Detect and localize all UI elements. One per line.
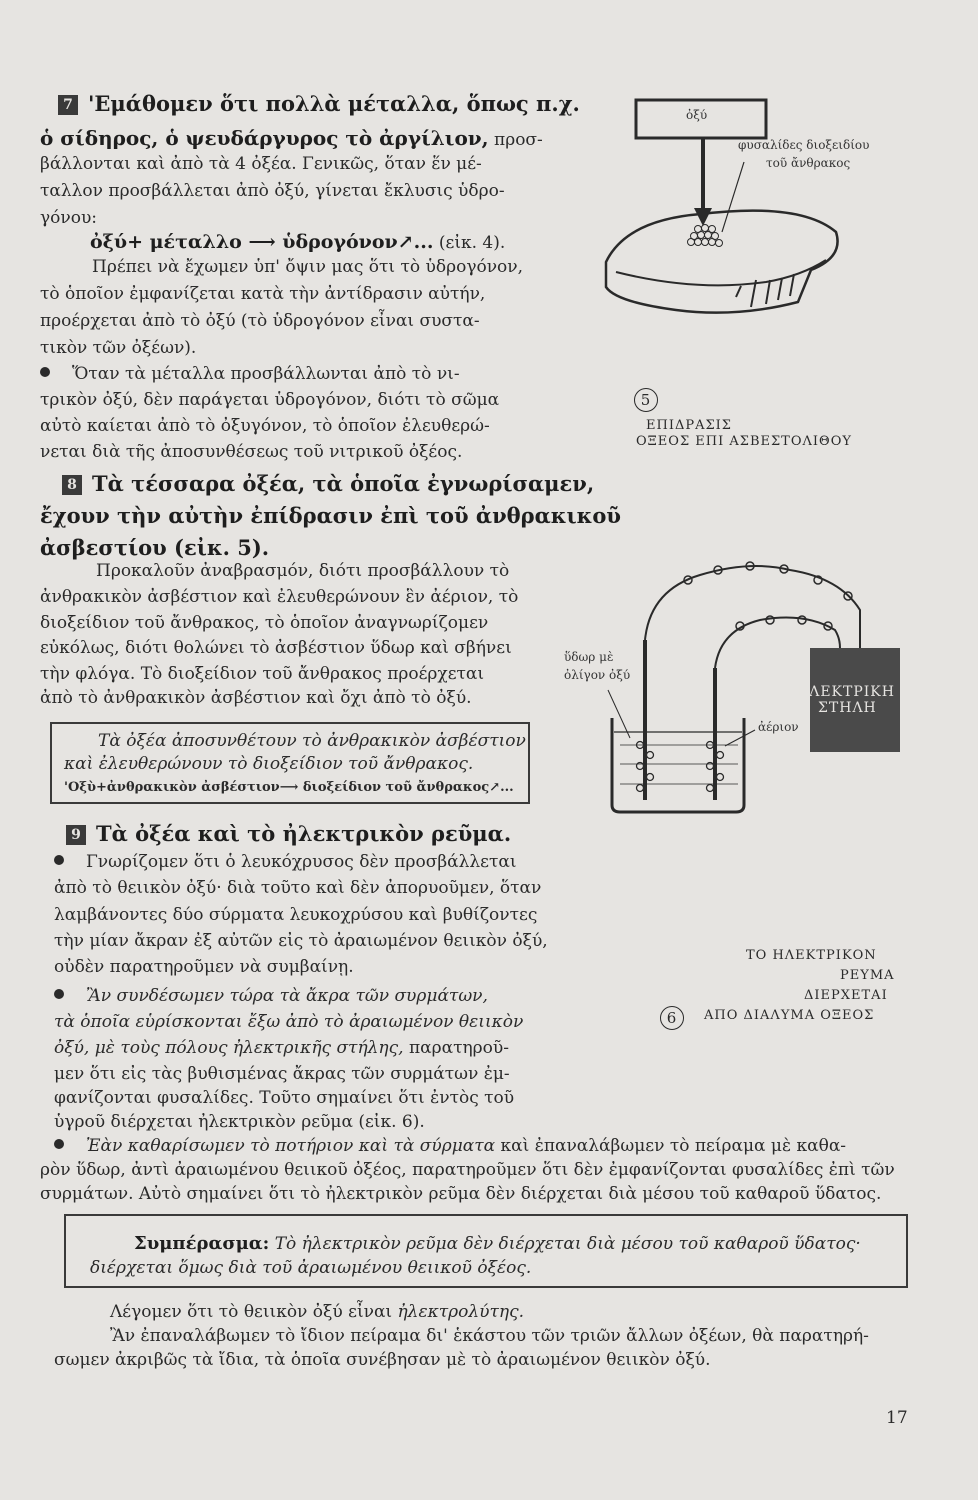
battery-label: ΗΛΕΚΤΡΙΚΗ: [796, 684, 895, 700]
page-number: 17: [886, 1408, 908, 1428]
figure-6-caption: ΡΕΥΜΑ: [840, 968, 895, 983]
section-8-heading-line: ἔχουν τὴν αὐτὴν ἐπίδρασιν ἐπὶ τοῦ ἀνθρακικοῦ: [40, 503, 621, 528]
section-number-7: 7: [58, 95, 78, 115]
section-8-heading: 8 Τὰ τέσσαρα ὀξέα, τὰ ὁποῖα ἐγνωρίσαμεν,: [62, 472, 594, 496]
figure-6-number: 6: [660, 1006, 684, 1030]
section-9-line: μεν ὅτι εἰς τὰς βυθισμένας ἄκρας τῶν συρμάτων ἐμ-: [54, 1064, 510, 1084]
section-8-heading-line: ἀσβεστίου (εἰκ. 5).: [40, 535, 270, 560]
section-7-bullet: Ὅταν τὰ μέταλλα προσβάλλωνται ἀπὸ τὸ νι-: [40, 364, 460, 384]
section-7-heading: 7 'Εμάθομεν ὅτι πολλὰ μέταλλα, ὅπως π.χ.: [58, 92, 580, 116]
section-9-line: ρὸν ὕδωρ, ἀντὶ ἀραιωμένου θειικοῦ ὀξέος, παρατηροῦμεν ὅτι δὲν ἐμφανίζονται φυσαλίδες ἐπὶ τῶν: [40, 1160, 895, 1180]
section-9-line: λαμβάνοντες δύο σύρματα λευκοχρύσου καὶ βυθίζοντες: [54, 905, 538, 925]
section-9-line: συρμάτων. Αὐτὸ σημαίνει ὅτι τὸ ἠλεκτρικὸν ρεῦμα δὲν διέρχεται διὰ μέσου τοῦ καθαροῦ ὕδατος.: [40, 1184, 882, 1204]
bubble-cluster-icon: [688, 225, 723, 247]
closing-line: σωμεν ἀκριβῶς τὰ ἴδια, τὰ ὁποῖα συνέβησαν μὲ τὸ ἀραιωμένον θειικὸν ὀξύ.: [54, 1350, 711, 1370]
limestone-shading: [736, 274, 794, 307]
section-7-line: αὐτὸ καίεται ἀπὸ τὸ ὀξυγόνον, τὸ ὁποῖον ἐλευθερώ-: [40, 416, 490, 436]
wire-left: [645, 566, 860, 648]
figure-5-acid-on-limestone: [586, 92, 926, 352]
equation-acid-metal: ὀξύ+ μέταλλο ⟶ ὑδρογόνον↗... (εἰκ. 4).: [90, 231, 506, 253]
section-8-line: ἀπὸ τὸ ἀνθρακικὸν ἀσβέστιον καὶ ὄχι ἀπὸ τὸ ὀξύ.: [40, 688, 472, 708]
section-7-line: τρικὸν ὀξύ, δὲν παράγεται ὑδρογόνον, διότι τὸ σῶμα: [40, 390, 500, 410]
conclusion-line: διέρχεται ὅμως διὰ τοῦ ἀραιωμένου θειικοῦ ὀξέος.: [90, 1258, 532, 1278]
section-9-bullet: Ἂν συνδέσωμεν τώρα τὰ ἄκρα τῶν συρμάτων,: [54, 986, 488, 1006]
closing-line: Ἂν ἐπαναλάβωμεν τὸ ἴδιον πείραμα δι' ἑκάστου τῶν τριῶν ἄλλων ὀξέων, θὰ παρατηρή-: [110, 1326, 869, 1346]
section-8-line: εὐκόλως, διότι θολώνει τὸ ἀσβέστιον ὕδωρ καὶ σβήνει: [40, 638, 512, 658]
liquid-lines: [620, 745, 738, 784]
gas-label: ἀέριον: [758, 720, 799, 734]
limestone-edge: [616, 260, 826, 285]
acid-label: ὀξύ: [686, 108, 708, 122]
section-9-heading: 9 Τὰ ὀξέα καὶ τὸ ἠλεκτρικὸν ρεῦμα.: [66, 822, 511, 846]
section-9-line: οὐδὲν παρατηροῦμεν νὰ συμβαίνῃ.: [54, 957, 354, 977]
section-9-bullet: Ἐὰν καθαρίσωμεν τὸ ποτήριον καὶ τὰ σύρματα καὶ ἐπαναλάβωμεν τὸ πείραμα μὲ καθα-: [54, 1136, 846, 1156]
section-7-line: τὸ ὁποῖον ἐμφανίζεται κατὰ τὴν ἀντίδρασιν αὐτήν,: [40, 284, 486, 304]
bullet-icon: [40, 367, 50, 377]
section-7-line: βάλλονται καὶ ἀπὸ τὰ 4 ὀξέα. Γενικῶς, ὅταν ἕν μέ-: [40, 154, 482, 174]
section-7-line: ὁ σίδηρος, ὁ ψευδάργυρος τὸ ἀργίλιον, προσ-: [40, 126, 543, 150]
figure-5-number: 5: [634, 388, 658, 412]
bullet-icon: [54, 855, 64, 865]
summary-box-equation: 'Οξὺ+ἀνθρακικὸν ἀσβέστιον⟶ διοξείδιον τοῦ ἄνθρακος↗...: [64, 780, 514, 795]
figure-5-caption: ΕΠΙΔΡΑΣΙΣ: [646, 418, 733, 433]
section-7-line: γόνου:: [40, 208, 98, 228]
bullet-icon: [54, 989, 64, 999]
bubbles-label: φυσαλίδες διοξειδίου: [738, 138, 870, 152]
figure-5-caption: ΟΞΕΟΣ ΕΠΙ ΑΣΒΕΣΤΟΛΙΘΟΥ: [636, 434, 852, 449]
figure-6-caption: ΔΙΕΡΧΕΤΑΙ: [804, 988, 888, 1003]
acid-arrow-head: [694, 208, 712, 226]
section-8-line: ἀνθρακικὸν ἀσβέστιον καὶ ἐλευθερώνουν ἓν ἀέριον, τὸ: [40, 587, 519, 607]
section-9-line: φανίζονται φυσαλίδες. Τοῦτο σημαίνει ὅτι ἐντὸς τοῦ: [54, 1088, 515, 1108]
section-9-line: ἀπὸ τὸ θειικὸν ὀξύ· διὰ τοῦτο καὶ δὲν ἀπορυοῦμεν, ὅταν: [54, 878, 542, 898]
section-9-line: τὰ ὁποῖα εὑρίσκονται ἔξω ἀπὸ τὸ ἀραιωμένον θειικὸν: [54, 1012, 524, 1032]
summary-box-line: Τὰ ὀξέα ἀποσυνθέτουν τὸ ἀνθρακικὸν ἀσβέστιον: [98, 731, 526, 751]
section-7-line: ταλλον προσβάλλεται ἀπὸ ὀξύ, γίνεται ἔκλυσις ὑδρο-: [40, 181, 505, 201]
section-7-line: νεται διὰ τῆς ἀποσυνθέσεως τοῦ νιτρικοῦ ὀξέος.: [40, 442, 463, 462]
section-9-line: ὑγροῦ διέρχεται ἠλεκτρικὸν ρεῦμα (εἰκ. 6).: [54, 1112, 425, 1132]
section-7-line: προέρχεται ἀπὸ τὸ ὀξύ (τὸ ὑδρογόνον εἶναι συστα-: [40, 311, 480, 331]
closing-line: Λέγομεν ὅτι τὸ θειικὸν ὀξύ εἶναι ἠλεκτρολύτης.: [110, 1302, 524, 1322]
water-acid-label: ὕδωρ μὲ: [564, 650, 614, 664]
section-number-9: 9: [66, 825, 86, 845]
battery-label: ΣΤΗΛΗ: [818, 700, 877, 716]
summary-box-line: καὶ ἐλευθερώνουν τὸ διοξείδιον τοῦ ἄνθρακος.: [64, 754, 474, 774]
section-9-bullet: Γνωρίζομεν ὅτι ὁ λευκόχρυσος δὲν προσβάλλεται: [54, 852, 517, 872]
section-9-line: τὴν μίαν ἄκραν ἐξ αὐτῶν εἰς τὸ ἀραιωμένον θειικὸν ὀξύ,: [54, 931, 548, 951]
section-8-line: διοξείδιον τοῦ ἄνθρακος, τὸ ὁποῖον ἀναγνωρίζομεν: [40, 613, 489, 633]
conclusion-line: Συμπέρασμα: Τὸ ἠλεκτρικὸν ρεῦμα δὲν διέρχεται διὰ μέσου τοῦ καθαροῦ ὕδατος·: [134, 1233, 861, 1254]
section-7-line: τικὸν τῶν ὀξέων).: [40, 338, 197, 358]
figure-6-caption: ΑΠΟ ΔΙΑΛΥΜΑ ΟΞΕΟΣ: [704, 1008, 875, 1023]
limestone-stone: [606, 211, 838, 313]
figure-6-caption: ΤΟ ΗΛΕΚΤΡΙΚΟΝ: [746, 948, 877, 963]
water-acid-label: ὀλίγον ὀξύ: [564, 668, 631, 682]
bullet-icon: [54, 1139, 64, 1149]
bubbles-label: τοῦ ἄνθρακος: [766, 156, 851, 170]
section-9-line: ὀξύ, μὲ τοὺς πόλους ἠλεκτρικῆς στήλης, παρατηροῦ-: [54, 1038, 509, 1058]
section-number-8: 8: [62, 475, 82, 495]
conclusion-label: Συμπέρασμα:: [134, 1233, 270, 1254]
section-7-line: Πρέπει νὰ ἔχωμεν ὑπ' ὄψιν μας ὅτι τὸ ὑδρογόνον,: [92, 257, 524, 277]
bubble-pointer-line: [722, 162, 744, 232]
section-8-line: Προκαλοῦν ἀναβρασμόν, διότι προσβάλλουν τὸ: [96, 561, 510, 581]
section-8-line: τὴν φλόγα. Τὸ διοξείδιον τοῦ ἄνθρακος προέρχεται: [40, 664, 485, 684]
